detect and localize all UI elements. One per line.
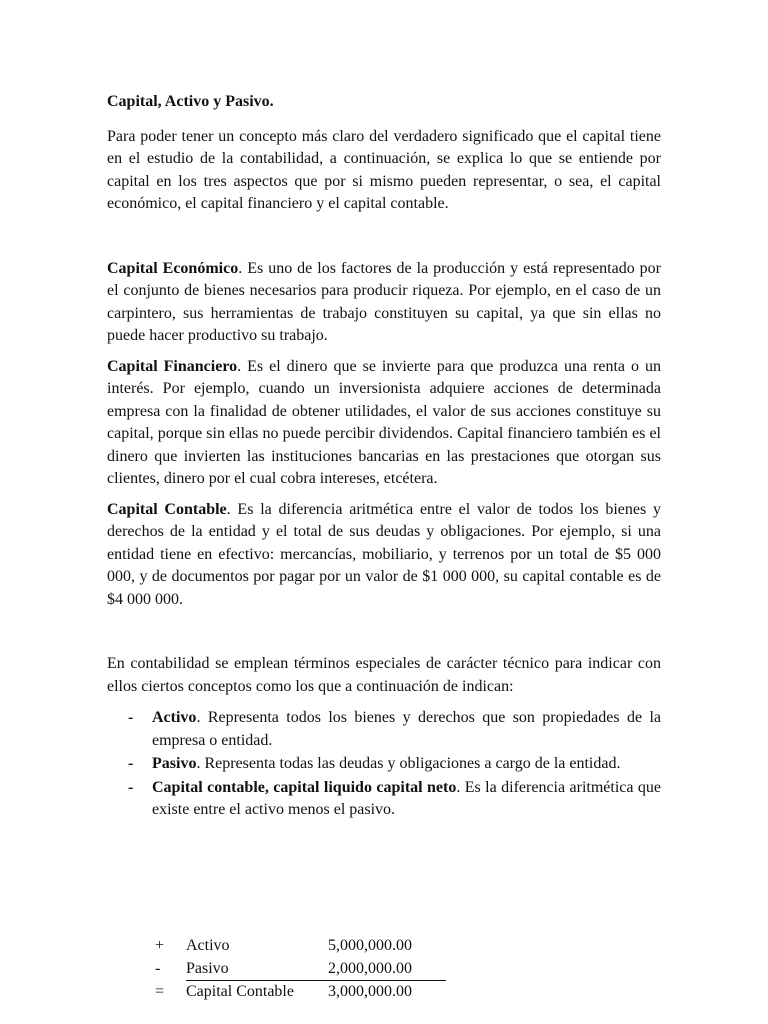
terms-list xyxy=(107,707,661,822)
list-item-capital-contable xyxy=(107,777,661,822)
calc-value: 3,000,000.00 xyxy=(328,981,446,1004)
calc-row-pasivo xyxy=(155,958,446,981)
calc-row-capital-contable xyxy=(155,981,446,1004)
list-item-text: . Representa todas las deudas y obligaciones a cargo de la entidad. xyxy=(196,755,621,772)
calc-row-activo xyxy=(155,935,446,958)
definition-text: . Es uno de los factores de la producción y está representado por el conjunto de bienes necesarios para producir riqueza. Por ejemplo, en el caso de un carpintero, sus herramientas de trabajo constituyen su capital, ya que sin ellas no puede hacer productivo su trabajo. xyxy=(107,259,662,344)
calc-operator: - xyxy=(155,959,161,977)
list-item-text: . Es la diferencia aritmética que existe entre el activo menos el pasivo. xyxy=(152,778,662,818)
calc-value: 5,000,000.00 xyxy=(328,937,412,954)
list-item-text: . Representa todos los bienes y derechos que son propiedades de la empresa o entidad. xyxy=(152,709,661,749)
calc-value: 2,000,000.00 xyxy=(328,959,412,977)
calc-label: Capital Contable xyxy=(186,981,328,1004)
definition-term: Capital Financiero xyxy=(107,357,238,375)
definition-capital-economico xyxy=(107,258,661,348)
definition-term: Capital Económico xyxy=(107,259,239,277)
list-item-pasivo xyxy=(107,753,661,776)
list-item-term: Activo xyxy=(152,709,197,726)
capital-calculation-table xyxy=(155,935,446,1004)
bullet-dash: - xyxy=(128,709,134,726)
calc-label: Pasivo xyxy=(186,959,229,977)
definition-text: . Es el dinero que se invierte para que produzca una renta o un interés. Por ejemplo, cuando un inversionista adquiere acciones de determinada empresa con la finalidad de obtener utilidades, el valor de sus acciones constituye su capital, porque sin ellas no puede percibir dividendos. Capital financiero también es el dinero que invierten las instituciones bancarias en las prestaciones que otorgan sus clientes, dinero por el cual cobra intereses, etcétera. xyxy=(107,357,661,487)
list-item-term: Capital contable, capital liquido capital neto xyxy=(152,778,457,796)
calc-operator: = xyxy=(155,982,165,1000)
definition-text: . Es la diferencia aritmética entre el valor de todos los bienes y derechos de la entidad y el total de sus deudas y obligaciones. Por ejemplo, si una entidad tiene en efectivo: mercancías, mobiliario, y terrenos por un total de $5 000 000, y de documentos por pagar por un valor de $1 000 000, su capital contable es de $4 000 000. xyxy=(107,500,661,608)
list-item-term: Pasivo xyxy=(152,755,197,772)
document-body xyxy=(107,91,661,823)
list-item-activo xyxy=(107,707,661,752)
definition-capital-financiero xyxy=(107,356,661,491)
terms-intro-paragraph: En contabilidad se emplean términos especiales de carácter técnico para indicar con ellos ciertos conceptos como los que a continuación de indican: xyxy=(107,655,661,695)
document-title: Capital, Activo y Pasivo. xyxy=(107,93,274,110)
bullet-dash: - xyxy=(128,755,134,772)
calc-operator: + xyxy=(155,937,165,954)
definition-term: Capital Contable xyxy=(107,500,227,518)
calc-label: Activo xyxy=(186,937,230,954)
intro-paragraph: Para poder tener un concepto más claro del verdadero significado que el capital tiene en el estudio de la contabilidad, a continuación, se explica lo que se entiende por capital en los tres aspectos que por si mismo pueden representar, o sea, el capital económico, el capital financiero y el capital contable. xyxy=(107,127,661,212)
definition-capital-contable xyxy=(107,499,661,612)
bullet-dash: - xyxy=(128,778,134,796)
